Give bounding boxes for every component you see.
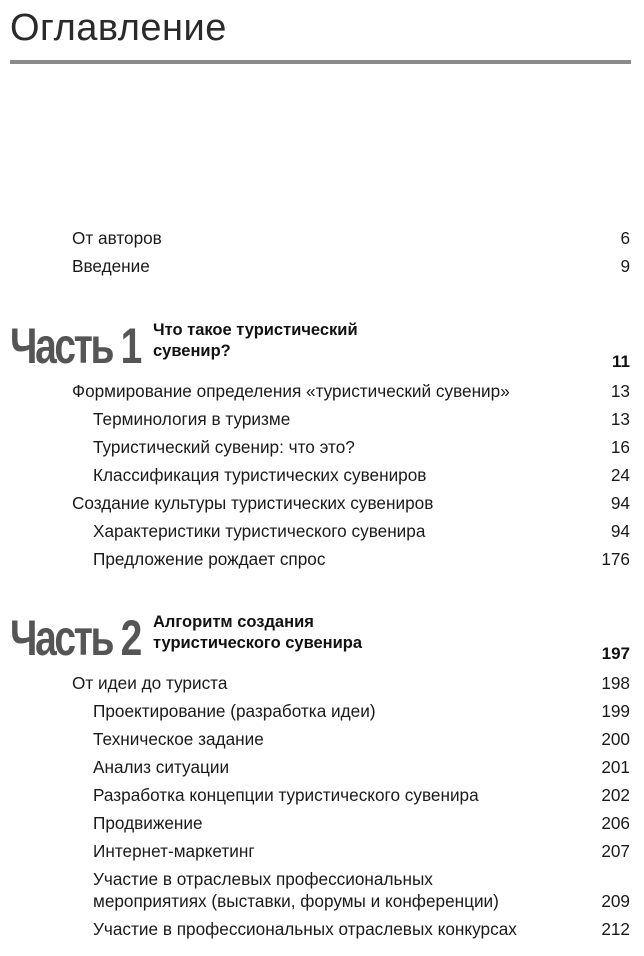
part-2-title-line: Алгоритм создания bbox=[153, 613, 314, 631]
toc-entry-page: 201 bbox=[601, 757, 630, 777]
toc-entry-label: Туристический сувенир: что это? bbox=[93, 437, 355, 457]
toc-entry[interactable] bbox=[72, 255, 630, 277]
toc-entry-label: Создание культуры туристических сувениров bbox=[72, 493, 434, 513]
toc-entry-page: 24 bbox=[610, 465, 630, 485]
toc-entry-label: Формирование определения «туристический сувенир» bbox=[72, 381, 510, 401]
toc-subentry[interactable] bbox=[93, 520, 630, 542]
toc-entry-label: Терминология в туризме bbox=[93, 409, 291, 429]
part-1-title bbox=[153, 320, 358, 362]
toc-entry-label: Введение bbox=[72, 256, 150, 276]
toc-entry-label: Анализ ситуации bbox=[93, 757, 230, 777]
toc-subentry[interactable] bbox=[93, 918, 630, 940]
part-2-page: 197 bbox=[601, 644, 630, 663]
toc-entry-page: 209 bbox=[601, 891, 630, 911]
toc-entry-page: 13 bbox=[610, 409, 630, 429]
toc-entry-label: Техническое задание bbox=[93, 729, 264, 749]
toc-subentry[interactable] bbox=[93, 756, 630, 778]
toc-entry-label: Классификация туристических сувениров bbox=[93, 465, 427, 485]
toc-subentry[interactable] bbox=[93, 840, 630, 862]
toc-entry-page: 199 bbox=[601, 701, 630, 721]
part-2-title bbox=[153, 612, 362, 654]
toc-subentry[interactable] bbox=[93, 548, 630, 570]
toc-entry-page: 207 bbox=[601, 841, 630, 861]
toc-subentry[interactable] bbox=[93, 784, 630, 806]
toc-entry[interactable] bbox=[72, 492, 630, 514]
toc-entry-page: 6 bbox=[620, 228, 630, 248]
toc-entry-label: Предложение рождает спрос bbox=[93, 549, 326, 569]
toc-entry-label: Участие в профессиональных отраслевых конкурсах bbox=[93, 919, 517, 939]
toc-entry-label: Проектирование (разработка идеи) bbox=[93, 701, 376, 721]
toc-subentry[interactable] bbox=[93, 408, 630, 430]
part-1-header[interactable] bbox=[10, 318, 630, 374]
toc-subentry[interactable] bbox=[93, 812, 630, 834]
part-2-header[interactable] bbox=[10, 610, 630, 666]
toc-entry-page: 206 bbox=[601, 813, 630, 833]
toc-entry-label: Продвижение bbox=[93, 813, 203, 833]
toc-entry-label: От идеи до туриста bbox=[72, 673, 228, 693]
toc-subentry[interactable] bbox=[93, 728, 630, 750]
part-2-title-line: туристического сувенира bbox=[153, 634, 363, 652]
toc-subentry[interactable] bbox=[93, 700, 630, 722]
toc-entry[interactable] bbox=[72, 227, 630, 249]
toc-entry-page: 9 bbox=[620, 256, 630, 276]
part-1-title-line: сувенир? bbox=[153, 342, 231, 360]
toc-entry-label: Интернет-маркетинг bbox=[93, 841, 255, 861]
part-1-label: Часть 1 bbox=[10, 318, 141, 374]
toc-entry-page: 13 bbox=[610, 381, 630, 401]
page-title: Оглавление bbox=[10, 7, 227, 49]
toc-subentry[interactable] bbox=[93, 868, 630, 912]
toc-entry-page: 176 bbox=[601, 549, 630, 569]
toc-entry-label: Характеристики туристического сувенира bbox=[93, 521, 426, 541]
toc-entry-page: 212 bbox=[601, 919, 630, 939]
toc-entry-label: Разработка концепции туристического сувенира bbox=[93, 785, 479, 805]
toc-entry[interactable] bbox=[72, 672, 630, 694]
toc-subentry[interactable] bbox=[93, 436, 630, 458]
part-1-page: 11 bbox=[612, 352, 630, 371]
toc-entry-label: От авторов bbox=[72, 228, 162, 248]
toc-entry-label-line: Участие в отраслевых профессиональных bbox=[93, 869, 433, 889]
toc-entry-page: 16 bbox=[610, 437, 630, 457]
toc-entry-page: 94 bbox=[610, 493, 630, 513]
toc-entry-page: 200 bbox=[601, 729, 630, 749]
toc-entry[interactable] bbox=[72, 380, 630, 402]
toc-entry-page: 94 bbox=[610, 521, 630, 541]
toc-entry-page: 198 bbox=[601, 673, 630, 693]
part-1-title-line: Что такое туристический bbox=[153, 321, 358, 339]
title-divider bbox=[10, 60, 631, 64]
toc-entry-label-line: мероприятиях (выставки, форумы и конференции) bbox=[93, 891, 499, 911]
toc-entry-page: 202 bbox=[601, 785, 630, 805]
toc-subentry[interactable] bbox=[93, 464, 630, 486]
part-2-label: Часть 2 bbox=[10, 610, 141, 666]
